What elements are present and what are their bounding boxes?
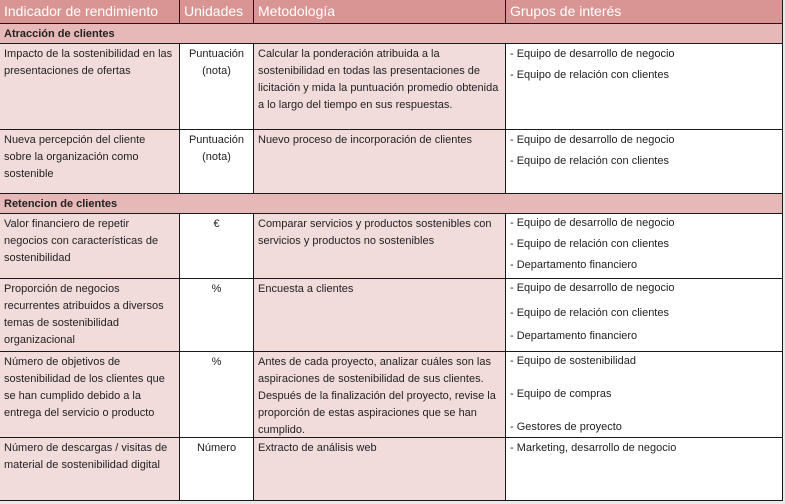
groups-cell[interactable] — [506, 214, 783, 279]
group-item: - Marketing, desarrollo de negocio — [510, 442, 677, 454]
group-item: - Departamento financiero — [510, 330, 638, 342]
header-units[interactable]: Unidades — [180, 0, 254, 24]
groups-cell[interactable] — [506, 279, 783, 352]
group-item: - Equipo de sostenibilidad — [510, 355, 636, 367]
indicator-cell[interactable]: Nueva percepción del cliente sobre la organización como sostenible — [0, 130, 180, 194]
units-cell[interactable]: % — [180, 352, 254, 438]
indicator-cell[interactable]: Impacto de la sostenibilidad en las presentaciones de ofertas — [0, 44, 180, 130]
header-methodology[interactable]: Metodología — [254, 0, 506, 24]
units-cell[interactable]: € — [180, 214, 254, 279]
methodology-cell[interactable]: Antes de cada proyecto, analizar cuáles son las aspiraciones de sostenibilidad de sus clientes. Después de la finalización del proyecto, revise la proporción de estas aspiraciones que se han cumplido. — [254, 352, 506, 438]
section-title[interactable]: Retencion de clientes — [0, 194, 783, 214]
groups-cell[interactable] — [506, 438, 783, 501]
indicator-cell[interactable]: Número de objetivos de sostenibilidad de los clientes que se han cumplido debido a la entrega del servicio o producto — [0, 352, 180, 438]
group-item: - Equipo de relación con clientes — [510, 155, 669, 167]
units-cell[interactable]: Puntuación (nota) — [180, 130, 254, 194]
methodology-cell[interactable]: Comparar servicios y productos sostenibles con servicios y productos no sostenibles — [254, 214, 506, 279]
group-item: - Equipo de desarrollo de negocio — [510, 217, 675, 229]
group-item: - Equipo de relación con clientes — [510, 238, 669, 250]
indicator-cell[interactable]: Número de descargas / visitas de material de sostenibilidad digital — [0, 438, 180, 501]
units-cell[interactable]: Puntuación (nota) — [180, 44, 254, 130]
groups-cell[interactable] — [506, 352, 783, 438]
methodology-cell[interactable]: Nuevo proceso de incorporación de clientes — [254, 130, 506, 194]
group-item: - Departamento financiero — [510, 259, 638, 271]
section-title[interactable]: Atracción de clientes — [0, 24, 783, 44]
groups-cell[interactable] — [506, 44, 783, 130]
group-item: - Equipo de relación con clientes — [510, 307, 669, 319]
group-item: - Equipo de desarrollo de negocio — [510, 134, 675, 146]
group-item: - Gestores de proyecto — [510, 421, 622, 433]
indicator-cell[interactable]: Proporción de negocios recurrentes atribuidos a diversos temas de sostenibilidad organizacional — [0, 279, 180, 352]
group-item: - Equipo de desarrollo de negocio — [510, 48, 675, 60]
units-cell[interactable]: Número — [180, 438, 254, 501]
group-item: - Equipo de desarrollo de negocio — [510, 282, 675, 294]
units-cell[interactable]: % — [180, 279, 254, 352]
groups-cell[interactable] — [506, 130, 783, 194]
methodology-cell[interactable]: Encuesta a clientes — [254, 279, 506, 352]
group-item: - Equipo de relación con clientes — [510, 69, 669, 81]
group-item: - Equipo de compras — [510, 388, 612, 400]
methodology-cell[interactable]: Calcular la ponderación atribuida a la sostenibilidad en todas las presentaciones de licitación y mida la puntuación promedio obtenida a lo largo del tiempo en sus respuestas. — [254, 44, 506, 130]
header-indicator[interactable]: Indicador de rendimiento — [0, 0, 180, 24]
header-groups[interactable]: Grupos de interés — [506, 0, 783, 24]
methodology-cell[interactable]: Extracto de análisis web — [254, 438, 506, 501]
indicator-cell[interactable]: Valor financiero de repetir negocios con características de sostenibilidad — [0, 214, 180, 279]
